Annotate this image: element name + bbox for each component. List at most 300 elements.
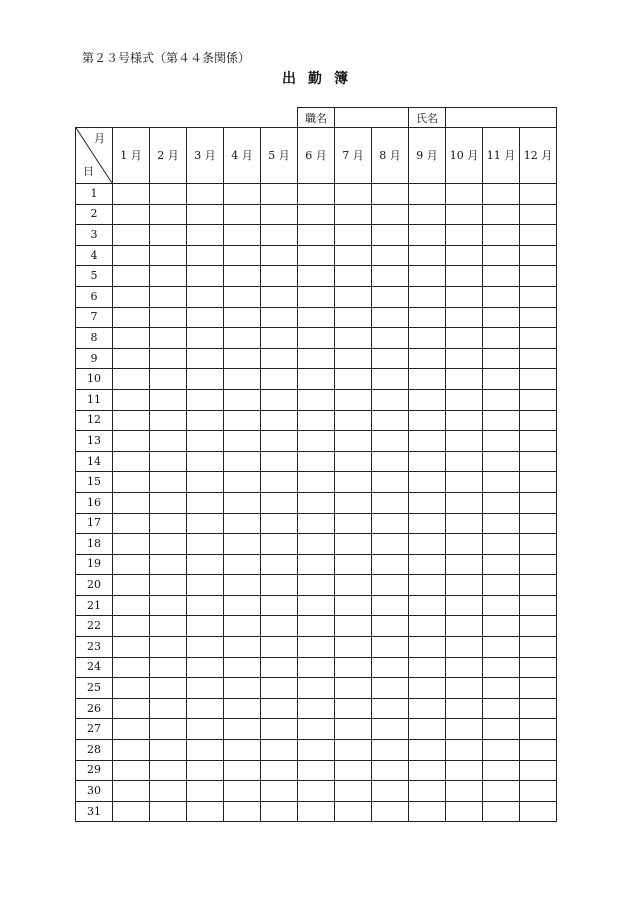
attendance-cell[interactable] (372, 245, 409, 266)
attendance-cell[interactable] (335, 492, 372, 513)
attendance-cell[interactable] (335, 286, 372, 307)
attendance-cell[interactable] (298, 801, 335, 822)
attendance-cell[interactable] (483, 225, 520, 246)
attendance-cell[interactable] (520, 431, 557, 452)
attendance-cell[interactable] (298, 389, 335, 410)
attendance-cell[interactable] (150, 657, 187, 678)
attendance-cell[interactable] (335, 472, 372, 493)
attendance-cell[interactable] (150, 266, 187, 287)
attendance-cell[interactable] (446, 740, 483, 761)
attendance-cell[interactable] (298, 595, 335, 616)
attendance-cell[interactable] (187, 657, 224, 678)
attendance-cell[interactable] (113, 492, 150, 513)
attendance-cell[interactable] (224, 410, 261, 431)
attendance-cell[interactable] (483, 307, 520, 328)
attendance-cell[interactable] (298, 740, 335, 761)
attendance-cell[interactable] (409, 698, 446, 719)
attendance-cell[interactable] (520, 637, 557, 658)
name-field[interactable] (446, 108, 557, 128)
attendance-cell[interactable] (483, 492, 520, 513)
attendance-cell[interactable] (446, 286, 483, 307)
attendance-cell[interactable] (483, 657, 520, 678)
attendance-cell[interactable] (520, 410, 557, 431)
attendance-cell[interactable] (409, 492, 446, 513)
attendance-cell[interactable] (446, 245, 483, 266)
attendance-cell[interactable] (520, 513, 557, 534)
attendance-cell[interactable] (298, 286, 335, 307)
attendance-cell[interactable] (446, 410, 483, 431)
attendance-cell[interactable] (187, 472, 224, 493)
attendance-cell[interactable] (187, 369, 224, 390)
attendance-cell[interactable] (224, 472, 261, 493)
attendance-cell[interactable] (150, 410, 187, 431)
attendance-cell[interactable] (520, 595, 557, 616)
attendance-cell[interactable] (113, 451, 150, 472)
attendance-cell[interactable] (261, 740, 298, 761)
attendance-cell[interactable] (224, 534, 261, 555)
attendance-cell[interactable] (446, 801, 483, 822)
attendance-cell[interactable] (224, 431, 261, 452)
attendance-cell[interactable] (298, 575, 335, 596)
attendance-cell[interactable] (446, 513, 483, 534)
attendance-cell[interactable] (372, 225, 409, 246)
attendance-cell[interactable] (483, 678, 520, 699)
position-field[interactable] (335, 108, 409, 128)
attendance-cell[interactable] (520, 348, 557, 369)
attendance-cell[interactable] (261, 225, 298, 246)
attendance-cell[interactable] (409, 472, 446, 493)
attendance-cell[interactable] (298, 431, 335, 452)
attendance-cell[interactable] (335, 554, 372, 575)
attendance-cell[interactable] (187, 616, 224, 637)
attendance-cell[interactable] (520, 204, 557, 225)
attendance-cell[interactable] (409, 595, 446, 616)
attendance-cell[interactable] (372, 616, 409, 637)
attendance-cell[interactable] (113, 740, 150, 761)
attendance-cell[interactable] (224, 740, 261, 761)
attendance-cell[interactable] (187, 781, 224, 802)
attendance-cell[interactable] (113, 760, 150, 781)
attendance-cell[interactable] (372, 410, 409, 431)
attendance-cell[interactable] (446, 554, 483, 575)
attendance-cell[interactable] (113, 698, 150, 719)
attendance-cell[interactable] (520, 245, 557, 266)
attendance-cell[interactable] (261, 616, 298, 637)
attendance-cell[interactable] (483, 472, 520, 493)
attendance-cell[interactable] (409, 286, 446, 307)
attendance-cell[interactable] (187, 204, 224, 225)
attendance-cell[interactable] (261, 678, 298, 699)
attendance-cell[interactable] (150, 204, 187, 225)
attendance-cell[interactable] (224, 637, 261, 658)
attendance-cell[interactable] (483, 286, 520, 307)
attendance-cell[interactable] (187, 431, 224, 452)
attendance-cell[interactable] (446, 431, 483, 452)
attendance-cell[interactable] (335, 760, 372, 781)
attendance-cell[interactable] (409, 369, 446, 390)
attendance-cell[interactable] (261, 534, 298, 555)
attendance-cell[interactable] (187, 307, 224, 328)
attendance-cell[interactable] (150, 595, 187, 616)
attendance-cell[interactable] (187, 389, 224, 410)
attendance-cell[interactable] (335, 451, 372, 472)
attendance-cell[interactable] (187, 760, 224, 781)
attendance-cell[interactable] (520, 225, 557, 246)
attendance-cell[interactable] (372, 801, 409, 822)
attendance-cell[interactable] (187, 245, 224, 266)
attendance-cell[interactable] (298, 492, 335, 513)
attendance-cell[interactable] (187, 492, 224, 513)
attendance-cell[interactable] (446, 637, 483, 658)
attendance-cell[interactable] (261, 595, 298, 616)
attendance-cell[interactable] (224, 451, 261, 472)
attendance-cell[interactable] (335, 781, 372, 802)
attendance-cell[interactable] (446, 204, 483, 225)
attendance-cell[interactable] (150, 801, 187, 822)
attendance-cell[interactable] (113, 657, 150, 678)
attendance-cell[interactable] (187, 595, 224, 616)
attendance-cell[interactable] (446, 225, 483, 246)
attendance-cell[interactable] (483, 719, 520, 740)
attendance-cell[interactable] (409, 801, 446, 822)
attendance-cell[interactable] (335, 369, 372, 390)
attendance-cell[interactable] (372, 369, 409, 390)
attendance-cell[interactable] (187, 534, 224, 555)
attendance-cell[interactable] (483, 184, 520, 205)
attendance-cell[interactable] (150, 513, 187, 534)
attendance-cell[interactable] (446, 472, 483, 493)
attendance-cell[interactable] (409, 534, 446, 555)
attendance-cell[interactable] (113, 575, 150, 596)
attendance-cell[interactable] (113, 328, 150, 349)
attendance-cell[interactable] (298, 678, 335, 699)
attendance-cell[interactable] (335, 698, 372, 719)
attendance-cell[interactable] (446, 781, 483, 802)
attendance-cell[interactable] (446, 266, 483, 287)
attendance-cell[interactable] (187, 348, 224, 369)
attendance-cell[interactable] (372, 389, 409, 410)
attendance-cell[interactable] (372, 698, 409, 719)
attendance-cell[interactable] (113, 431, 150, 452)
attendance-cell[interactable] (261, 307, 298, 328)
attendance-cell[interactable] (150, 534, 187, 555)
attendance-cell[interactable] (261, 431, 298, 452)
attendance-cell[interactable] (298, 328, 335, 349)
attendance-cell[interactable] (446, 616, 483, 637)
attendance-cell[interactable] (446, 451, 483, 472)
attendance-cell[interactable] (298, 719, 335, 740)
attendance-cell[interactable] (372, 513, 409, 534)
attendance-cell[interactable] (483, 595, 520, 616)
attendance-cell[interactable] (446, 369, 483, 390)
attendance-cell[interactable] (372, 595, 409, 616)
attendance-cell[interactable] (372, 472, 409, 493)
attendance-cell[interactable] (483, 389, 520, 410)
attendance-cell[interactable] (224, 184, 261, 205)
attendance-cell[interactable] (409, 431, 446, 452)
attendance-cell[interactable] (298, 637, 335, 658)
attendance-cell[interactable] (261, 286, 298, 307)
attendance-cell[interactable] (224, 595, 261, 616)
attendance-cell[interactable] (261, 637, 298, 658)
attendance-cell[interactable] (372, 307, 409, 328)
attendance-cell[interactable] (446, 534, 483, 555)
attendance-cell[interactable] (150, 781, 187, 802)
attendance-cell[interactable] (113, 184, 150, 205)
attendance-cell[interactable] (520, 472, 557, 493)
attendance-cell[interactable] (113, 678, 150, 699)
attendance-cell[interactable] (372, 740, 409, 761)
attendance-cell[interactable] (520, 451, 557, 472)
attendance-cell[interactable] (113, 534, 150, 555)
attendance-cell[interactable] (224, 719, 261, 740)
attendance-cell[interactable] (372, 204, 409, 225)
attendance-cell[interactable] (372, 328, 409, 349)
attendance-cell[interactable] (113, 472, 150, 493)
attendance-cell[interactable] (483, 431, 520, 452)
attendance-cell[interactable] (224, 204, 261, 225)
attendance-cell[interactable] (335, 328, 372, 349)
attendance-cell[interactable] (187, 698, 224, 719)
attendance-cell[interactable] (483, 554, 520, 575)
attendance-cell[interactable] (409, 204, 446, 225)
attendance-cell[interactable] (113, 286, 150, 307)
attendance-cell[interactable] (483, 513, 520, 534)
attendance-cell[interactable] (224, 616, 261, 637)
attendance-cell[interactable] (187, 225, 224, 246)
attendance-cell[interactable] (409, 225, 446, 246)
attendance-cell[interactable] (520, 719, 557, 740)
attendance-cell[interactable] (372, 554, 409, 575)
attendance-cell[interactable] (150, 637, 187, 658)
attendance-cell[interactable] (261, 575, 298, 596)
attendance-cell[interactable] (446, 348, 483, 369)
attendance-cell[interactable] (372, 781, 409, 802)
attendance-cell[interactable] (409, 307, 446, 328)
attendance-cell[interactable] (224, 698, 261, 719)
attendance-cell[interactable] (483, 801, 520, 822)
attendance-cell[interactable] (261, 492, 298, 513)
attendance-cell[interactable] (409, 719, 446, 740)
attendance-cell[interactable] (224, 657, 261, 678)
attendance-cell[interactable] (150, 698, 187, 719)
attendance-cell[interactable] (520, 616, 557, 637)
attendance-cell[interactable] (409, 328, 446, 349)
attendance-cell[interactable] (446, 575, 483, 596)
attendance-cell[interactable] (520, 534, 557, 555)
attendance-cell[interactable] (187, 286, 224, 307)
attendance-cell[interactable] (520, 184, 557, 205)
attendance-cell[interactable] (150, 575, 187, 596)
attendance-cell[interactable] (372, 286, 409, 307)
attendance-cell[interactable] (113, 554, 150, 575)
attendance-cell[interactable] (298, 348, 335, 369)
attendance-cell[interactable] (150, 431, 187, 452)
attendance-cell[interactable] (224, 801, 261, 822)
attendance-cell[interactable] (261, 184, 298, 205)
attendance-cell[interactable] (335, 740, 372, 761)
attendance-cell[interactable] (520, 657, 557, 678)
attendance-cell[interactable] (224, 307, 261, 328)
attendance-cell[interactable] (298, 616, 335, 637)
attendance-cell[interactable] (113, 348, 150, 369)
attendance-cell[interactable] (409, 389, 446, 410)
attendance-cell[interactable] (335, 307, 372, 328)
attendance-cell[interactable] (483, 328, 520, 349)
attendance-cell[interactable] (372, 492, 409, 513)
attendance-cell[interactable] (298, 760, 335, 781)
attendance-cell[interactable] (446, 492, 483, 513)
attendance-cell[interactable] (150, 678, 187, 699)
attendance-cell[interactable] (446, 595, 483, 616)
attendance-cell[interactable] (335, 719, 372, 740)
attendance-cell[interactable] (335, 389, 372, 410)
attendance-cell[interactable] (335, 657, 372, 678)
attendance-cell[interactable] (150, 225, 187, 246)
attendance-cell[interactable] (261, 657, 298, 678)
attendance-cell[interactable] (372, 760, 409, 781)
attendance-cell[interactable] (187, 575, 224, 596)
attendance-cell[interactable] (187, 719, 224, 740)
attendance-cell[interactable] (446, 760, 483, 781)
attendance-cell[interactable] (113, 637, 150, 658)
attendance-cell[interactable] (298, 266, 335, 287)
attendance-cell[interactable] (261, 245, 298, 266)
attendance-cell[interactable] (150, 760, 187, 781)
attendance-cell[interactable] (409, 678, 446, 699)
attendance-cell[interactable] (187, 184, 224, 205)
attendance-cell[interactable] (150, 492, 187, 513)
attendance-cell[interactable] (409, 245, 446, 266)
attendance-cell[interactable] (187, 328, 224, 349)
attendance-cell[interactable] (372, 678, 409, 699)
attendance-cell[interactable] (372, 719, 409, 740)
attendance-cell[interactable] (150, 472, 187, 493)
attendance-cell[interactable] (261, 698, 298, 719)
attendance-cell[interactable] (187, 410, 224, 431)
attendance-cell[interactable] (298, 307, 335, 328)
attendance-cell[interactable] (150, 245, 187, 266)
attendance-cell[interactable] (409, 348, 446, 369)
attendance-cell[interactable] (113, 389, 150, 410)
attendance-cell[interactable] (520, 698, 557, 719)
attendance-cell[interactable] (113, 369, 150, 390)
attendance-cell[interactable] (261, 719, 298, 740)
attendance-cell[interactable] (520, 781, 557, 802)
attendance-cell[interactable] (520, 369, 557, 390)
attendance-cell[interactable] (483, 575, 520, 596)
attendance-cell[interactable] (261, 451, 298, 472)
attendance-cell[interactable] (261, 266, 298, 287)
attendance-cell[interactable] (224, 781, 261, 802)
attendance-cell[interactable] (446, 184, 483, 205)
attendance-cell[interactable] (520, 760, 557, 781)
attendance-cell[interactable] (335, 410, 372, 431)
attendance-cell[interactable] (409, 266, 446, 287)
attendance-cell[interactable] (113, 266, 150, 287)
attendance-cell[interactable] (113, 513, 150, 534)
attendance-cell[interactable] (520, 492, 557, 513)
attendance-cell[interactable] (150, 451, 187, 472)
attendance-cell[interactable] (187, 266, 224, 287)
attendance-cell[interactable] (483, 781, 520, 802)
attendance-cell[interactable] (298, 245, 335, 266)
attendance-cell[interactable] (446, 389, 483, 410)
attendance-cell[interactable] (113, 719, 150, 740)
attendance-cell[interactable] (261, 801, 298, 822)
attendance-cell[interactable] (150, 184, 187, 205)
attendance-cell[interactable] (483, 616, 520, 637)
attendance-cell[interactable] (298, 657, 335, 678)
attendance-cell[interactable] (113, 225, 150, 246)
attendance-cell[interactable] (224, 678, 261, 699)
attendance-cell[interactable] (483, 204, 520, 225)
attendance-cell[interactable] (372, 657, 409, 678)
attendance-cell[interactable] (372, 184, 409, 205)
attendance-cell[interactable] (409, 760, 446, 781)
attendance-cell[interactable] (261, 410, 298, 431)
attendance-cell[interactable] (261, 348, 298, 369)
attendance-cell[interactable] (224, 554, 261, 575)
attendance-cell[interactable] (298, 513, 335, 534)
attendance-cell[interactable] (150, 307, 187, 328)
attendance-cell[interactable] (483, 266, 520, 287)
attendance-cell[interactable] (335, 513, 372, 534)
attendance-cell[interactable] (298, 781, 335, 802)
attendance-cell[interactable] (409, 616, 446, 637)
attendance-cell[interactable] (224, 760, 261, 781)
attendance-cell[interactable] (261, 328, 298, 349)
attendance-cell[interactable] (298, 698, 335, 719)
attendance-cell[interactable] (298, 410, 335, 431)
attendance-cell[interactable] (150, 616, 187, 637)
attendance-cell[interactable] (335, 801, 372, 822)
attendance-cell[interactable] (409, 513, 446, 534)
attendance-cell[interactable] (409, 575, 446, 596)
attendance-cell[interactable] (224, 575, 261, 596)
attendance-cell[interactable] (446, 328, 483, 349)
attendance-cell[interactable] (372, 348, 409, 369)
attendance-cell[interactable] (224, 492, 261, 513)
attendance-cell[interactable] (113, 801, 150, 822)
attendance-cell[interactable] (335, 245, 372, 266)
attendance-cell[interactable] (335, 595, 372, 616)
attendance-cell[interactable] (298, 369, 335, 390)
attendance-cell[interactable] (224, 328, 261, 349)
attendance-cell[interactable] (113, 595, 150, 616)
attendance-cell[interactable] (298, 451, 335, 472)
attendance-cell[interactable] (372, 534, 409, 555)
attendance-cell[interactable] (113, 616, 150, 637)
attendance-cell[interactable] (483, 698, 520, 719)
attendance-cell[interactable] (409, 184, 446, 205)
attendance-cell[interactable] (298, 472, 335, 493)
attendance-cell[interactable] (520, 554, 557, 575)
attendance-cell[interactable] (483, 637, 520, 658)
attendance-cell[interactable] (520, 328, 557, 349)
attendance-cell[interactable] (483, 740, 520, 761)
attendance-cell[interactable] (224, 369, 261, 390)
attendance-cell[interactable] (409, 451, 446, 472)
attendance-cell[interactable] (113, 204, 150, 225)
attendance-cell[interactable] (224, 245, 261, 266)
attendance-cell[interactable] (446, 698, 483, 719)
attendance-cell[interactable] (224, 266, 261, 287)
attendance-cell[interactable] (372, 575, 409, 596)
attendance-cell[interactable] (113, 410, 150, 431)
attendance-cell[interactable] (113, 307, 150, 328)
attendance-cell[interactable] (261, 760, 298, 781)
